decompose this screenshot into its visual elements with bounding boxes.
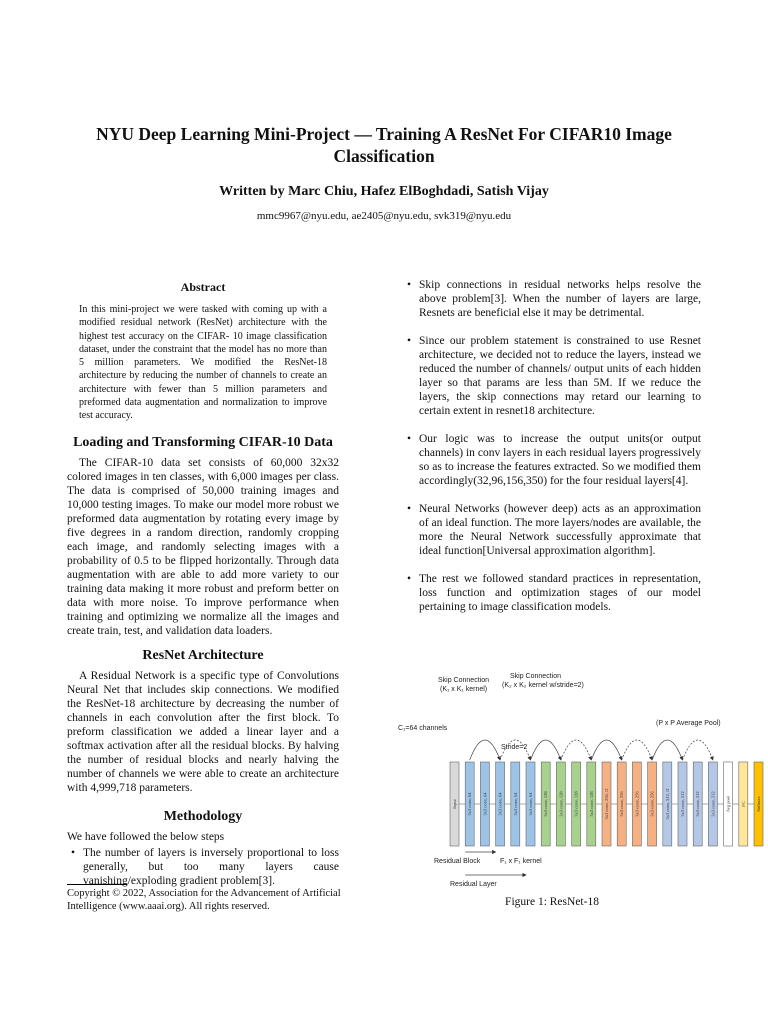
kernel-label: F₁ x F₁ kernel [500, 858, 542, 865]
layer-block-label: 3x3 conv, 128 [573, 791, 579, 817]
residual-block-label: Residual Block [434, 858, 481, 865]
paper-title: NYU Deep Learning Mini-Project — Training A ResNet For CIFAR10 Image Classification [96, 124, 672, 166]
layer-block-label: 3x3 conv, 128 [558, 791, 564, 817]
stride-label: Stride=2 [501, 744, 528, 751]
layer-block-label: 3x3 conv, 512 [680, 791, 685, 817]
copyright-footnote [67, 884, 357, 913]
methodology-list [67, 846, 339, 888]
layer-block-label: Softmax [756, 796, 761, 812]
resnet-heading: ResNet Architecture [142, 647, 264, 663]
layer-blocks [450, 762, 763, 846]
resnet-text: A Residual Network is a specific type of Convolutions Neural Net that includes skip connections. We modified the ResNet-18 architecture by decreasing the number of channels in each convolution after the first block. To preform classification we added a linear layer and a softmax activation after all the residual blocks. By halving the number of residual blocks and nearly halving the number of channels we were able to create an architecture with 4,999,718 parameters. [67, 669, 339, 794]
bullet-item: • Since our problem statement is constrained to use Resnet architecture, we decided not to reduce the layers, instead we reduced the number of channels/ output units of each hidden layer so that params are less than 5M. If we reduce the layers, the skip connections may retard our learning to certain extent in resnet18 architecture. [403, 334, 701, 418]
layer-block-label: 3x3 conv, 128 [588, 791, 594, 817]
layer-block-label: 3x3 conv, 512 [710, 791, 716, 817]
skip-connection-arc [622, 740, 652, 760]
bullet-item: • Our logic was to increase the output units(or output channels) in conv layers in each residual layers progressively so as to increase the features extracted. So we modified them accordingly(32,96,156,350) for the four residual layers[4]. [403, 432, 701, 488]
skip-label-1: Skip Connection [438, 677, 489, 684]
copyright-text: Copyright © 2022, Association for the Advancement of Artificial Intelligence (www.aaai.org). All rights reserved. [67, 888, 341, 912]
residual-layer-label: Residual Layer [450, 881, 497, 888]
layer-block-label: 3x3 conv, 128 [543, 791, 549, 817]
channels-label: C₁=64 channels [398, 725, 448, 732]
skip-label-1b: (K₁ x K₁ kernel) [440, 686, 488, 693]
layer-block-label: 3x3 conv, 64 [528, 792, 533, 816]
skip-connection-arc [561, 740, 591, 760]
skip-connection-arc [591, 740, 621, 760]
skip-connection-arc [531, 740, 561, 760]
layer-block-label: Input [452, 799, 457, 809]
layer-block-label: 3x3 conv, 512 [695, 791, 701, 817]
bullet-item: • Neural Networks (however deep) acts as an approximation of an ideal function. The more layers/nodes are available, the more the Neural Network successfully approximate that ideal function[Universal approximation algorithm]. [403, 502, 701, 558]
layer-block-label: 3x3 conv, 64 [512, 792, 518, 816]
left-column [67, 280, 339, 888]
skip-connection-arc [683, 740, 713, 760]
layer-block-label: 3x3 conv, 512, /2 [664, 788, 670, 820]
skip-label-2b: (K₂ x K₂ kernel w/stride=2) [502, 682, 584, 689]
layer-block-label: 3x3 conv, 256, /2 [604, 788, 609, 820]
layer-block-label: 3x3 conv, 256 [649, 791, 655, 817]
layer-block-label: 3x3 conv, 256 [634, 791, 640, 817]
resnet-diagram [398, 668, 761, 893]
layer-block-label: Avg pool [725, 795, 731, 813]
authors: Written by Marc Chiu, Hafez ElBoghdadi, Satish Vijay [219, 184, 549, 199]
abstract-text: In this mini-project we were tasked with coming up with a modified residual network (ResNet) architecture with the highest test accuracy on the CIFAR- 10 image classification dataset, under the constraint that the model has no more than 5 million parameters. We modified the ResNet-18 architecture by reducing the number of channels to create an architecture with fewer than 5 million parameters and preformed data augmentation and normalization to improve test accuracy. [79, 304, 327, 422]
methodology-heading: Methodology [163, 808, 243, 824]
methodology-intro: We have followed the below steps [67, 830, 225, 843]
loading-text: The CIFAR-10 data set consists of 60,000 32x32 colored images in ten classes, with 6,000 images per class. The data is comprised of 50,000 training images and 10,000 testing images. To make our model more robust we preformed data augmentation by rotating every image by five degrees in a random direction, randomly cropping each image, and randomly selecting images with a probability of 0.5 to be flipped horizontally. Through data augmentation with are able to add more variety to our training data making it more robust and preform better on data with more noise. To improve performance when training and optimizing we normalize all the images and create train, test, and validation data loaders. [67, 456, 339, 637]
layer-block-label: 3x3 conv, 64 [467, 792, 473, 816]
bullet-item: • Skip connections in residual networks helps resolve the above problem[3]. When the number of layers are large, Resnets are beneficial else it may be detrimental. [403, 278, 701, 320]
layer-block-label: FC [740, 801, 746, 807]
skip-connection-arc [470, 740, 500, 760]
abstract-heading: Abstract [180, 280, 226, 294]
bullet-list [403, 278, 701, 614]
figure-caption: Figure 1: ResNet-18 [505, 896, 599, 908]
footnote-rule [67, 884, 127, 885]
layer-block-label: 3x3 conv, 256 [619, 791, 625, 817]
methodology-item: • The number of layers is inversely proportional to loss generally, but too many layers cause vanishing/exploding gradient problem[3]. [67, 846, 339, 888]
bullet-item: • The rest we followed standard practices in representation, loss function and optimization stages of our model pertaining to image classification models. [403, 572, 701, 614]
layer-block-label: 3x3 conv, 64 [482, 792, 488, 816]
skip-label-2: Skip Connection [510, 673, 561, 680]
loading-heading: Loading and Transforming CIFAR-10 Data [73, 434, 333, 450]
layer-block-label: 3x3 conv, 64 [497, 792, 503, 816]
pool-label: (P x P Average Pool) [656, 720, 721, 727]
skip-connection-arc [652, 740, 682, 760]
emails: mmc9967@nyu.edu, ae2405@nyu.edu, svk319@nyu.edu [256, 210, 512, 222]
right-column [403, 278, 701, 628]
resnet-figure [398, 668, 761, 893]
